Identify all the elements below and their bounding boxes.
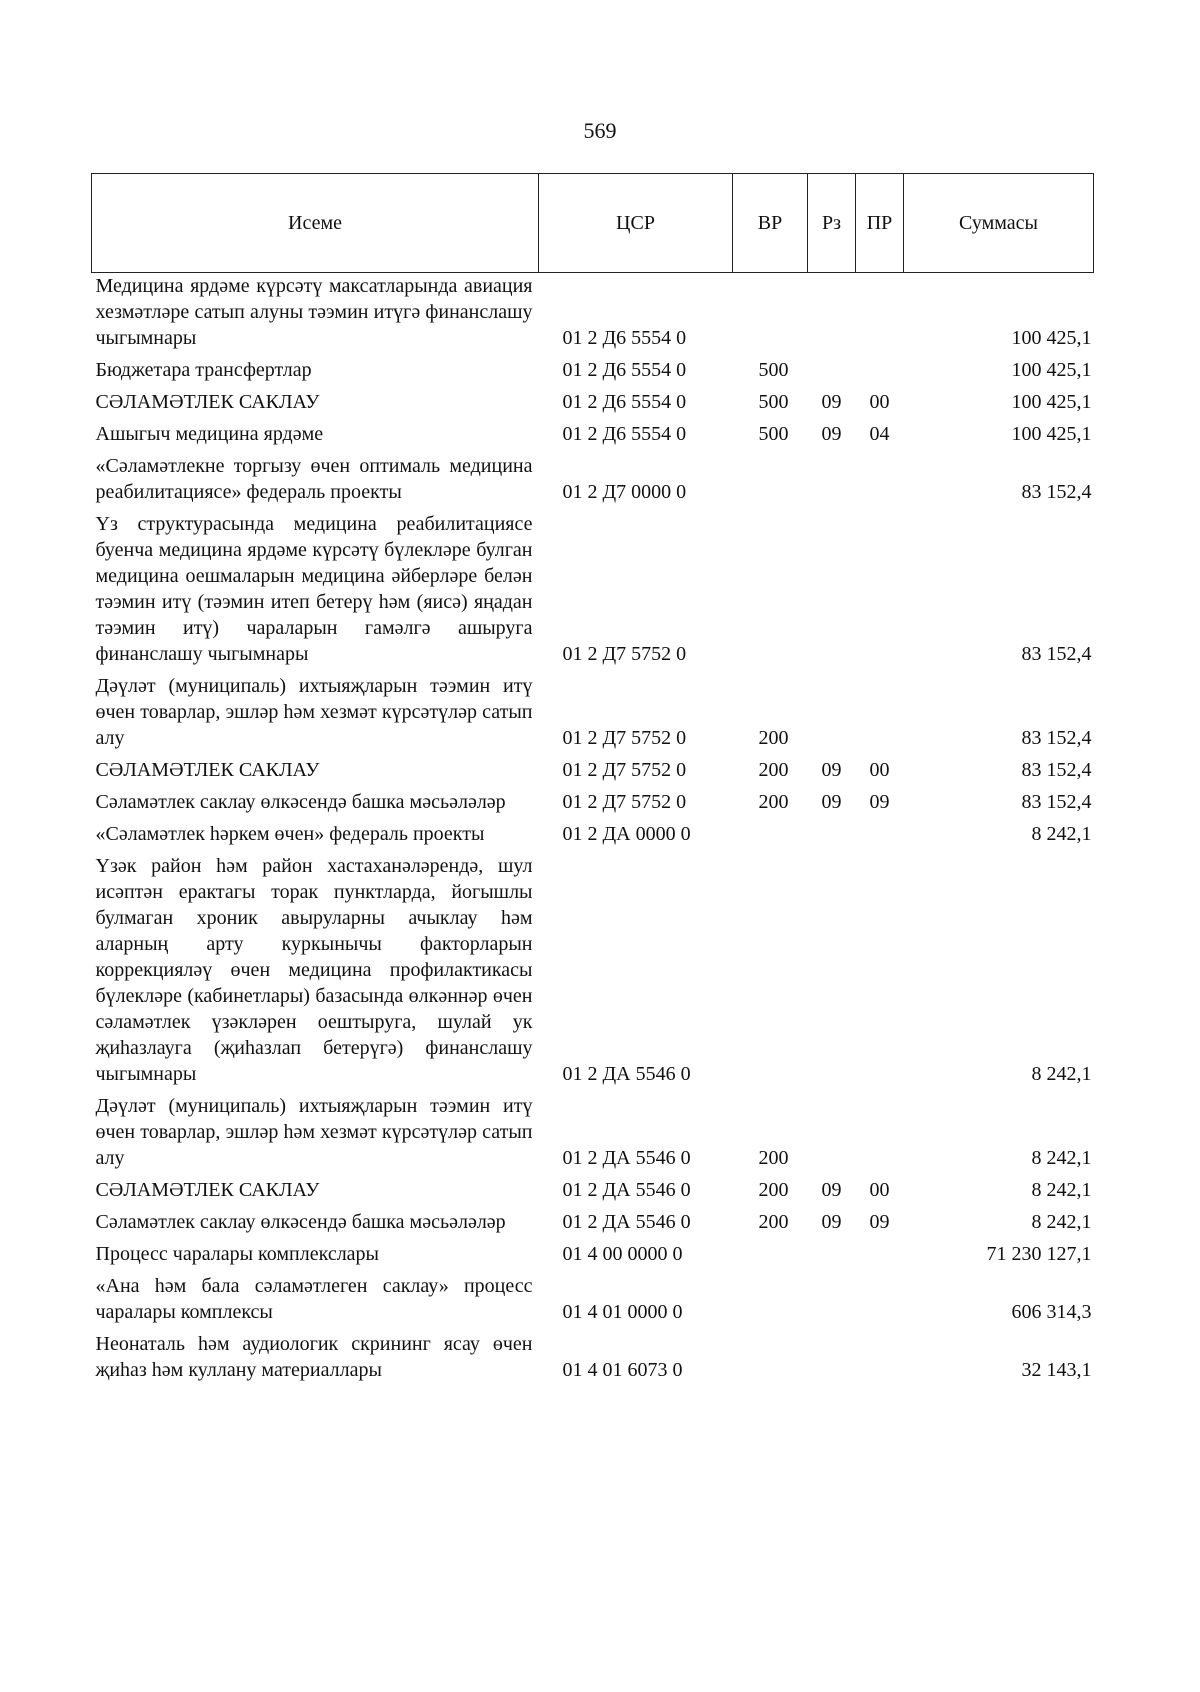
row-sum: 8 242,1 [1031,1063,1092,1085]
table-header-row [92,174,1094,273]
row-csr: 01 2 Д7 0000 0 [562,481,687,503]
row-rz [808,1267,856,1325]
row-vr [733,273,808,352]
row-sum: 8 242,1 [1031,1211,1092,1233]
row-pr [856,1087,904,1171]
row-pr [856,447,904,505]
row-csr: 01 2 Д6 5554 0 [562,423,687,445]
row-vr: 200 [758,791,789,813]
row-rz [808,505,856,667]
table-row [92,1235,1094,1267]
row-rz: 09 [821,791,842,813]
row-rz: 09 [821,1211,842,1233]
row-vr: 500 [758,391,789,413]
table-row [92,815,1094,847]
row-csr: 01 2 ДА 5546 0 [562,1179,691,1201]
row-vr: 200 [758,1211,789,1233]
row-rz [808,351,856,383]
row-pr [856,1235,904,1267]
header-pr: ПР [856,174,904,273]
row-name: Сәламәтлек саклау өлкәсендә башка мәсьәләләр [95,791,506,813]
row-name: СӘЛАМӘТЛЕК САКЛАУ [95,1179,320,1201]
row-sum: 83 152,4 [1021,727,1092,749]
row-pr: 09 [869,791,890,813]
row-csr: 01 2 Д6 5554 0 [562,327,687,349]
header-sum: Суммасы [904,174,1094,273]
row-csr: 01 2 Д7 5752 0 [562,643,687,665]
table-row [92,273,1094,352]
row-name: Сәламәтлек саклау өлкәсендә башка мәсьәләләр [95,1211,506,1233]
row-rz: 09 [821,759,842,781]
row-rz [808,1325,856,1383]
table-row [92,383,1094,415]
row-csr: 01 2 Д6 5554 0 [562,391,687,413]
row-pr: 00 [869,759,890,781]
header-rz: Рз [808,174,856,273]
table-row [92,1203,1094,1235]
row-name: Дәүләт (муниципаль) ихтыяҗларын тәэмин итү өчен товарлар, эшләр һәм хезмәт күрсәтүләр сатып алу [95,1095,533,1169]
row-csr: 01 4 01 6073 0 [562,1359,683,1381]
row-name: «Ана һәм бала сәламәтлеген саклау» процесс чаралары комплексы [95,1275,533,1323]
row-vr: 200 [758,759,789,781]
row-pr [856,815,904,847]
row-rz [808,847,856,1087]
row-pr: 09 [869,1211,890,1233]
row-rz [808,447,856,505]
row-pr [856,1325,904,1383]
table-row [92,447,1094,505]
row-rz: 09 [821,423,842,445]
row-sum: 71 230 127,1 [986,1243,1092,1265]
row-sum: 8 242,1 [1031,823,1092,845]
header-name: Исеме [92,174,539,273]
row-name: Ашыгыч медицина ярдәме [95,423,324,445]
row-sum: 100 425,1 [1011,327,1092,349]
table-row [92,751,1094,783]
budget-table [91,173,1094,1383]
header-vr: ВР [733,174,808,273]
table-row [92,667,1094,751]
row-csr: 01 2 ДА 5546 0 [562,1211,691,1233]
header-csr: ЦСР [539,174,733,273]
table-row [92,1267,1094,1325]
row-sum: 83 152,4 [1021,791,1092,813]
table-row [92,847,1094,1087]
row-vr: 200 [758,1147,789,1169]
row-name: Процесс чаралары комплекслары [95,1243,379,1265]
row-vr: 500 [758,423,789,445]
row-sum: 100 425,1 [1011,423,1092,445]
row-csr: 01 2 Д7 5752 0 [562,791,687,813]
row-vr [733,1325,808,1383]
table-row [92,1325,1094,1383]
table-row [92,505,1094,667]
table-row [92,1171,1094,1203]
row-rz [808,815,856,847]
row-vr [733,847,808,1087]
row-sum: 8 242,1 [1031,1147,1092,1169]
row-sum: 8 242,1 [1031,1179,1092,1201]
row-csr: 01 2 ДА 5546 0 [562,1063,691,1085]
page-number: 569 [583,118,617,143]
row-vr: 200 [758,1179,789,1201]
row-csr: 01 4 00 0000 0 [562,1243,683,1265]
row-sum: 83 152,4 [1021,481,1092,503]
row-pr [856,667,904,751]
row-pr: 00 [869,1179,890,1201]
table-row [92,351,1094,383]
row-csr: 01 2 ДА 0000 0 [562,823,691,845]
row-rz: 09 [821,391,842,413]
row-pr: 04 [869,423,890,445]
row-pr [856,351,904,383]
row-sum: 32 143,1 [1021,1359,1092,1381]
row-name: СӘЛАМӘТЛЕК САКЛАУ [95,759,320,781]
row-rz [808,667,856,751]
row-csr: 01 2 ДА 5546 0 [562,1147,691,1169]
table-row [92,415,1094,447]
row-vr [733,815,808,847]
row-sum: 83 152,4 [1021,759,1092,781]
row-vr [733,1235,808,1267]
row-csr: 01 2 Д7 5752 0 [562,727,687,749]
row-name: Медицина ярдәме күрсәтү максатларында авиация хезмәтләре сатып алуны тәэмин итүгә финанслашу чыгымнары [95,275,533,349]
row-sum: 606 314,3 [1011,1301,1092,1323]
row-csr: 01 4 01 0000 0 [562,1301,683,1323]
row-name: СӘЛАМӘТЛЕК САКЛАУ [95,391,320,413]
row-vr: 200 [758,727,789,749]
row-sum: 83 152,4 [1021,643,1092,665]
row-name: Үз структурасында медицина реабилитациясе буенча медицина ярдәме күрсәтү бүлекләре булган медицина оешмаларын медицина әйберләре белән тәэмин итү (тәэмин итеп бетерү һәм (яисә) яңадан тәэмин итү) чараларын гамәлгә ашыруга финанслашу чыгымнары [95,513,533,665]
row-name: Бюджетара трансфертлар [95,359,312,381]
row-vr [733,505,808,667]
row-pr [856,1267,904,1325]
row-rz [808,273,856,352]
row-pr [856,505,904,667]
row-name: Неонаталь һәм аудиологик скрининг ясау өчен җиһаз һәм куллану материаллары [95,1333,533,1381]
row-rz [808,1087,856,1171]
row-pr [856,847,904,1087]
table-row [92,783,1094,815]
row-name: Үзәк район һәм район хастаханәләрендә, шул исәптән ерактагы торак пунктларда, йогышлы булмаган хроник авыруларны ачыклау һәм аларның арту куркынычы факторларын коррекцияләү өчен медицина профилактикасы бүлекләре (кабинетлары) базасында өлкәннәр өчен сәламәтлек үзәкләрен оештыруга, шулай ук җиһазлауга (җиһазлап бетерүгә) финанслашу чыгымнары [95,855,533,1085]
row-pr [856,273,904,352]
table-row [92,1087,1094,1171]
row-sum: 100 425,1 [1011,391,1092,413]
row-vr [733,447,808,505]
row-rz: 09 [821,1179,842,1201]
row-vr [733,1267,808,1325]
row-sum: 100 425,1 [1011,359,1092,381]
row-name: «Сәламәтлек һәркем өчен» федераль проекты [95,823,485,845]
row-name: Дәүләт (муниципаль) ихтыяҗларын тәэмин итү өчен товарлар, эшләр һәм хезмәт күрсәтүләр сатып алу [95,675,533,749]
row-csr: 01 2 Д6 5554 0 [562,359,687,381]
row-rz [808,1235,856,1267]
row-vr: 500 [758,359,789,381]
row-csr: 01 2 Д7 5752 0 [562,759,687,781]
row-name: «Сәламәтлекне торгызу өчен оптималь медицина реабилитациясе» федераль проекты [95,455,533,503]
row-pr: 00 [869,391,890,413]
